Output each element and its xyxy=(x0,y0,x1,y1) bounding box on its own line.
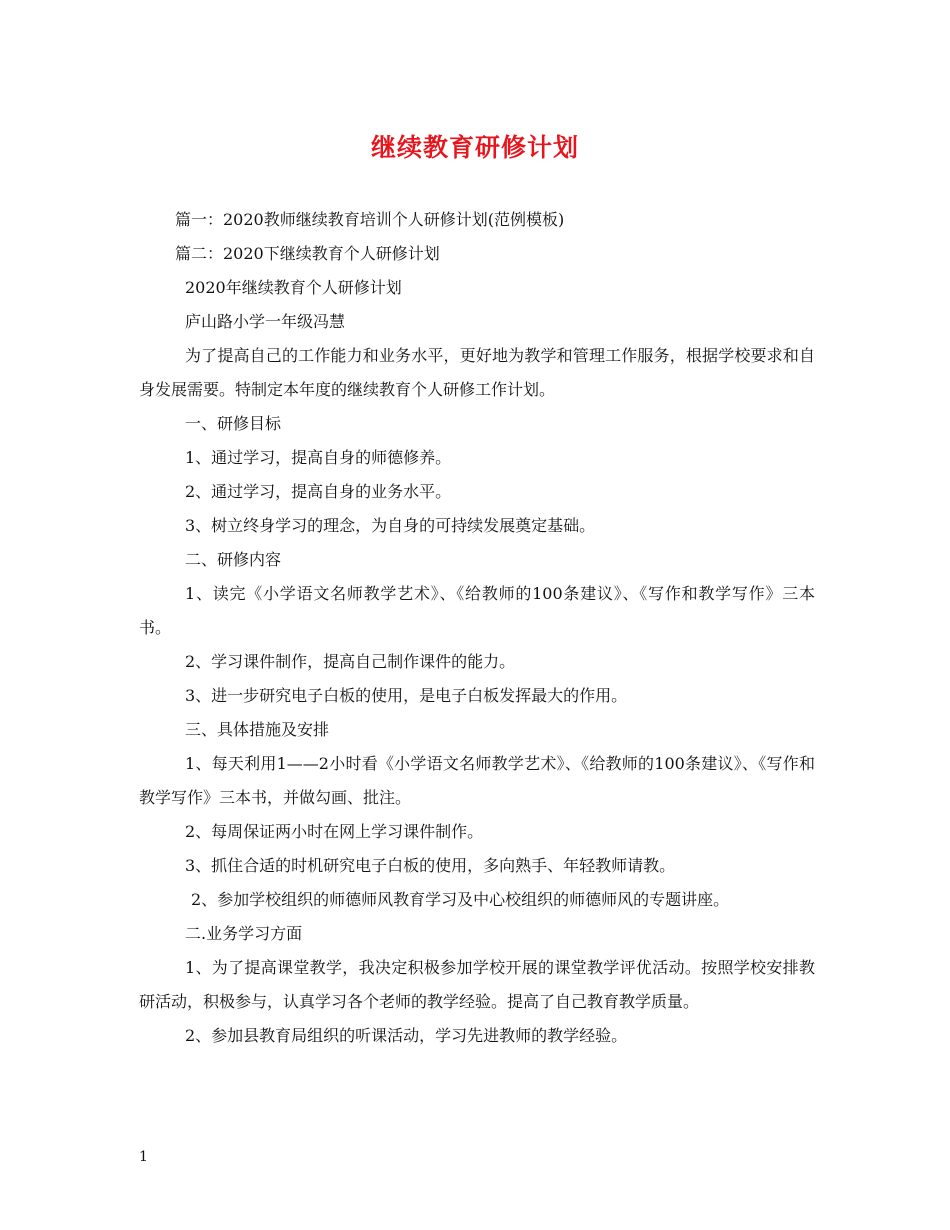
paragraph: 3、进一步研究电子白板的使用，是电子白板发挥最大的作用。 xyxy=(185,686,628,705)
paragraph: 2、学习课件制作，提高自己制作课件的能力。 xyxy=(185,652,516,671)
paragraph: 1、通过学习，提高自身的师德修养。 xyxy=(185,448,452,467)
paragraph: 3、抓住合适的时机研究电子白板的使用，多向熟手、年轻教师请教。 xyxy=(185,856,676,875)
document-body xyxy=(139,203,815,1053)
paragraph: 2、参加县教育局组织的听课活动，学习先进教师的教学经验。 xyxy=(185,1026,628,1045)
page-number: 1 xyxy=(139,1149,148,1165)
paragraph: 1、为了提高课堂教学，我决定积极参加学校开展的课堂教学评优活动。按照学校安排教研活动，积极参与，认真学习各个老师的教学经验。提高了自己教育教学质量。 xyxy=(139,958,815,1011)
paragraph: 1、每天利用1——2小时看《小学语文名师教学艺术》、《给教师的100条建议》、《写作和教学写作》三本书，并做勾画、批注。 xyxy=(139,754,815,807)
paragraph: 3、树立终身学习的理念，为自身的可持续发展奠定基础。 xyxy=(185,516,596,535)
paragraph: 1、读完《小学语文名师教学艺术》、《给教师的100条建议》、《写作和教学写作》三本书。 xyxy=(139,584,815,637)
paragraph: 2、通过学习，提高自身的业务水平。 xyxy=(185,482,452,501)
paragraph: 篇一：2020教师继续教育培训个人研修计划(范例模板) xyxy=(175,210,565,229)
document-title: 继续教育研修计划 xyxy=(370,133,579,162)
paragraph: 庐山路小学一年级冯慧 xyxy=(185,312,346,331)
paragraph: 2、参加学校组织的师德师风教育学习及中心校组织的师德师风的专题讲座。 xyxy=(191,890,730,909)
paragraph: 篇二：2020下继续教育个人研修计划 xyxy=(175,244,440,263)
paragraph: 2、每周保证两小时在网上学习课件制作。 xyxy=(185,822,484,841)
paragraph: 2020年继续教育个人研修计划 xyxy=(185,278,402,297)
section-heading: 一、研修目标 xyxy=(185,414,282,433)
section-heading: 二、研修内容 xyxy=(185,550,282,569)
section-heading: 二.业务学习方面 xyxy=(185,924,303,943)
section-heading: 三、具体措施及安排 xyxy=(185,720,330,739)
paragraph: 为了提高自己的工作能力和业务水平，更好地为教学和管理工作服务，根据学校要求和自身发展需要。特制定本年度的继续教育个人研修工作计划。 xyxy=(139,346,815,399)
